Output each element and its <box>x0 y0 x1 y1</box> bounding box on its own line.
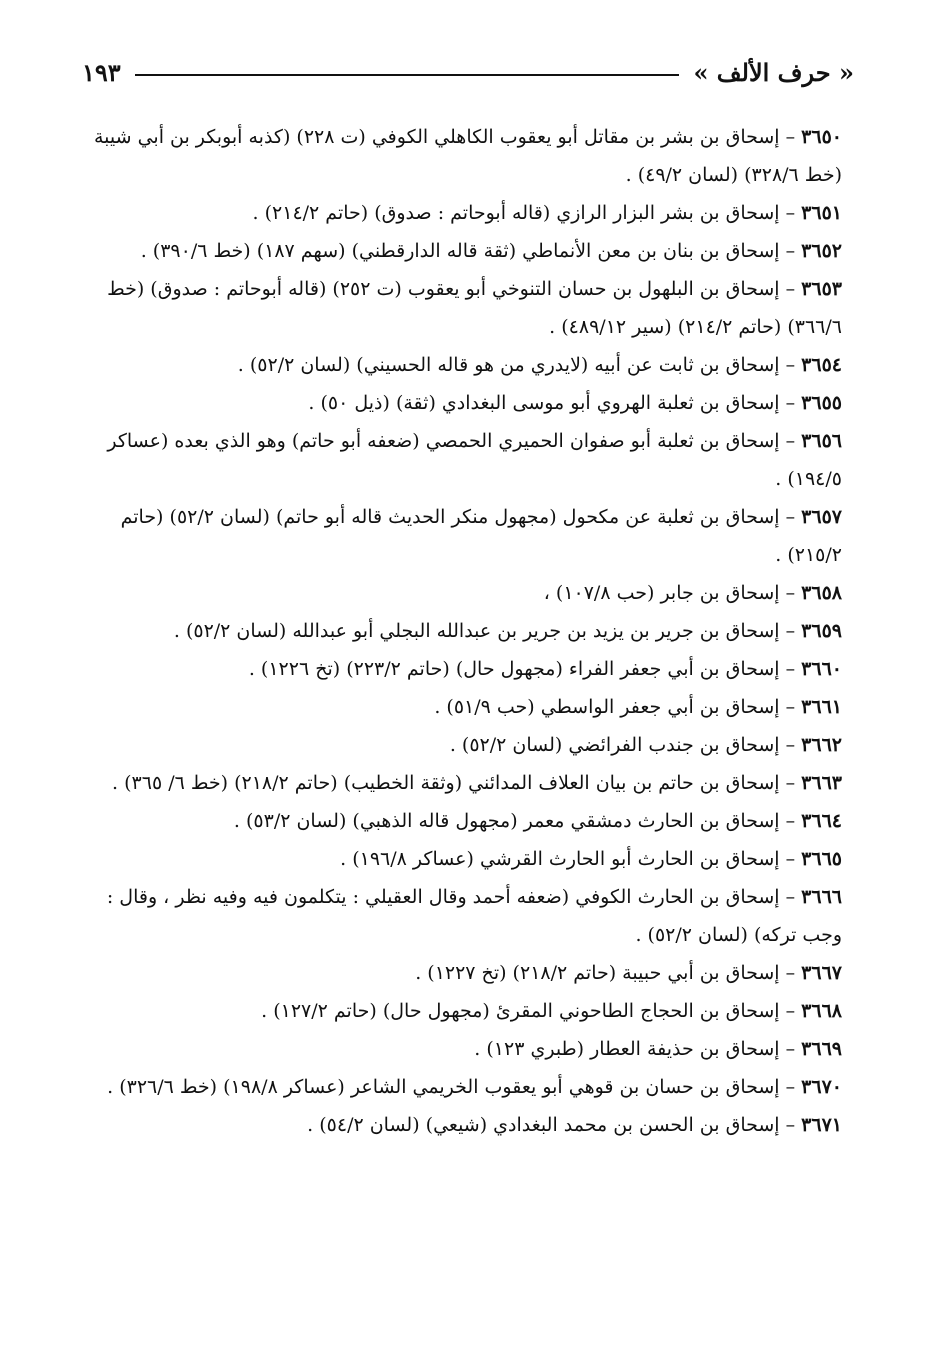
entry-list <box>82 118 842 1144</box>
entry-number: ٣٦٥١ <box>801 202 842 224</box>
list-item <box>82 194 842 232</box>
list-item <box>82 346 842 384</box>
list-item <box>82 232 842 270</box>
entry-number: ٣٦٥٤ <box>801 354 842 376</box>
entry-number: ٣٦٦٤ <box>801 810 842 832</box>
entry-text: – إسحاق بن البلهول بن حسان التنوخي أبو يعقوب (ت ٢٥٢) (قاله أبوحاتم : صدوق) (خط ٣٦٦/٦) (حاتم ٢١٤/٢) (سير ٤٨٩/١٢) . <box>107 278 842 338</box>
entry-text: – إسحاق بن بشر البزار الرازي (قاله أبوحاتم : صدوق) (حاتم ٢١٤/٢) . <box>252 202 796 224</box>
list-item <box>82 802 842 840</box>
list-item <box>82 764 842 802</box>
entry-number: ٣٦٥٢ <box>801 240 842 262</box>
entry-text: – إسحاق بن جندب الفرائضي (لسان ٥٢/٢) . <box>449 734 796 756</box>
entry-number: ٣٦٧٠ <box>801 1076 842 1098</box>
entry-text: – إسحاق بن الحجاج الطاحوني المقرئ (مجهول حال) (حاتم ١٢٧/٢) . <box>261 1000 796 1022</box>
entry-number: ٣٦٦٥ <box>801 848 842 870</box>
list-item <box>82 574 842 612</box>
entry-number: ٣٦٥٩ <box>801 620 842 642</box>
entry-text: – إسحاق بن بنان بن معن الأنماطي (ثقة قاله الدارقطني) (سهم ١٨٧) (خط ٣٩٠/٦) . <box>140 240 796 262</box>
list-item <box>82 270 842 346</box>
entry-number: ٣٦٦١ <box>801 696 842 718</box>
entry-text: – إسحاق بن الحارث الكوفي (ضعفه أحمد وقال العقيلي : يتكلمون فيه وفيه نظر ، وقال : وجب تركه) (لسان ٥٢/٢) . <box>106 886 842 946</box>
header-rule <box>135 74 680 76</box>
entry-text: – إسحاق بن أبي جعفر الفراء (مجهول حال) (حاتم ٢٢٣/٢) (تخ ١٢٢٦) . <box>248 658 796 680</box>
entry-text: – إسحاق بن أبي جعفر الواسطي (حب ٥١/٩) . <box>434 696 796 718</box>
list-item <box>82 1106 842 1144</box>
list-item <box>82 650 842 688</box>
entry-text: – إسحاق بن جرير بن يزيد بن جرير بن عبدالله البجلي أبو عبدالله (لسان ٥٢/٢) . <box>173 620 796 642</box>
entry-number: ٣٦٥٠ <box>801 126 842 148</box>
entry-text: – إسحاق بن ثعلبة عن مكحول (مجهول منكر الحديث قاله أبو حاتم) (لسان ٥٢/٢) (حاتم ٢١٥/٢) . <box>120 506 842 566</box>
entry-number: ٣٦٦٨ <box>801 1000 842 1022</box>
chapter-title: « حرف الألف » <box>693 57 854 87</box>
entry-text: – إسحاق بن حاتم بن بيان العلاف المدائني (وثقة الخطيب) (حاتم ٢١٨/٢) (خط ٦/ ٣٦٥) . <box>112 772 796 794</box>
entry-text: – إسحاق بن ثابت عن أبيه (لايدري من هو قاله الحسيني) (لسان ٥٢/٢) . <box>237 354 796 376</box>
entry-number: ٣٦٦٧ <box>801 962 842 984</box>
entry-text: – إسحاق بن بشر بن مقاتل أبو يعقوب الكاهلي الكوفي (ت ٢٢٨) (كذبه أبوبكر بن أبي شيبة (خط ٣٢٨/٦) (لسان ٤٩/٢) . <box>93 126 842 186</box>
page-number: ١٩٣ <box>82 57 121 87</box>
list-item <box>82 726 842 764</box>
list-item <box>82 612 842 650</box>
list-item <box>82 840 842 878</box>
list-item <box>82 878 842 954</box>
entry-number: ٣٦٥٧ <box>801 506 842 528</box>
entry-text: – إسحاق بن ثعلبة أبو صفوان الحميري الحمصي (ضعفه أبو حاتم) وهو الذي بعده (عساكر ١٩٤/٥) . <box>107 430 842 490</box>
entry-number: ٣٦٦٦ <box>801 886 842 908</box>
list-item <box>82 498 842 574</box>
entry-number: ٣٦٥٦ <box>801 430 842 452</box>
entry-text: – إسحاق بن أبي حبيبة (حاتم ٢١٨/٢) (تخ ١٢٢٧) . <box>415 962 796 984</box>
entry-number: ٣٦٧١ <box>801 1114 842 1136</box>
list-item <box>82 1068 842 1106</box>
entry-text: – إسحاق بن الحارث دمشقي معمر (مجهول قاله الذهبي) (لسان ٥٣/٢) . <box>233 810 796 832</box>
list-item <box>82 422 842 498</box>
entry-number: ٣٦٦٣ <box>801 772 842 794</box>
entry-text: – إسحاق بن حذيفة العطار (طبري ١٢٣) . <box>474 1038 796 1060</box>
entry-number: ٣٦٦٢ <box>801 734 842 756</box>
list-item <box>82 1030 842 1068</box>
entry-text: – إسحاق بن حسان بن قوهي أبو يعقوب الخريمي الشاعر (عساكر ١٩٨/٨) (خط ٣٢٦/٦) . <box>107 1076 796 1098</box>
list-item <box>82 118 842 194</box>
list-item <box>82 992 842 1030</box>
list-item <box>82 384 842 422</box>
entry-text: – إسحاق بن ثعلبة الهروي أبو موسى البغدادي (ثقة) (ذيل ٥٠) . <box>308 392 796 414</box>
list-item <box>82 954 842 992</box>
entry-number: ٣٦٦٠ <box>801 658 842 680</box>
entry-text: – إسحاق بن الحسن بن محمد البغدادي (شيعي) (لسان ٥٤/٢) . <box>307 1114 796 1136</box>
entry-number: ٣٦٥٨ <box>801 582 842 604</box>
list-item <box>82 688 842 726</box>
entry-number: ٣٦٦٩ <box>801 1038 842 1060</box>
entry-text: – إسحاق بن الحارث أبو الحارث القرشي (عساكر ١٩٦/٨) . <box>340 848 796 870</box>
entry-number: ٣٦٥٣ <box>801 278 842 300</box>
entry-text: – إسحاق بن جابر (حب ١٠٧/٨) ، <box>543 582 796 604</box>
entry-number: ٣٦٥٥ <box>801 392 842 414</box>
page-header <box>82 52 854 92</box>
